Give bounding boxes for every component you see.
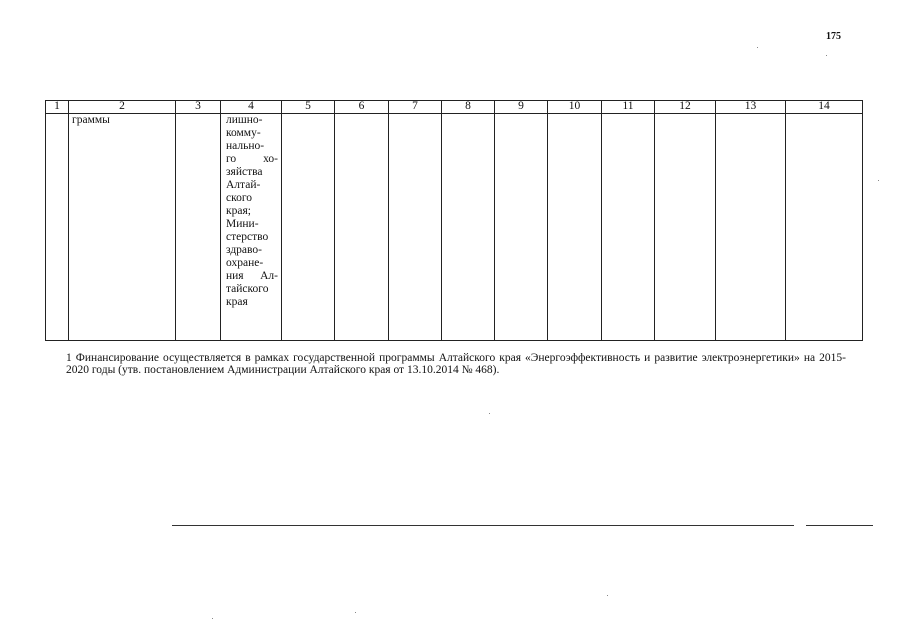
column-header-11: 11	[602, 101, 655, 114]
scan-speck	[489, 413, 490, 414]
page-number: 175	[826, 31, 841, 42]
column-header-7: 7	[389, 101, 442, 114]
col4-line: стерство	[226, 231, 269, 243]
col4-line: ния Ал-	[226, 270, 278, 282]
column-header-1: 1	[46, 101, 69, 114]
col4-line: зяйства	[226, 166, 263, 178]
cell-col-14	[786, 114, 863, 341]
cell-col-12	[655, 114, 716, 341]
col4-line: края;	[226, 205, 251, 217]
cell-col-7	[389, 114, 442, 341]
column-header-4: 4	[221, 101, 282, 114]
cell-col-10	[548, 114, 602, 341]
column-header-13: 13	[716, 101, 786, 114]
scan-speck	[355, 612, 356, 613]
bottom-rule-short	[806, 525, 873, 526]
cell-col-13	[716, 114, 786, 341]
scan-speck	[826, 55, 827, 56]
footnote: 1 Финансирование осуществляется в рамках государственной программы Алтайского края «Энергоэффективность и развитие электроэнергетики» на 2015-2020 годы (утв. постановлением Администрации Алтайского края от 13.10.2014 № 468).	[66, 352, 846, 376]
col4-line: здраво-	[226, 244, 262, 256]
column-header-9: 9	[495, 101, 548, 114]
column-header-5: 5	[282, 101, 335, 114]
col4-line: ского	[226, 192, 253, 204]
scan-speck	[878, 180, 879, 181]
col4-line: нально-	[226, 140, 265, 152]
cell-col-4	[221, 114, 282, 341]
cell-col-2	[69, 114, 176, 341]
col4-line: охране-	[226, 257, 264, 269]
table-row	[46, 114, 863, 341]
column-header-12: 12	[655, 101, 716, 114]
col4-line: Алтай-	[226, 179, 261, 191]
cell-col-9	[495, 114, 548, 341]
column-header-10: 10	[548, 101, 602, 114]
cell-col-3	[176, 114, 221, 341]
cell-col-11	[602, 114, 655, 341]
column-header-2: 2	[69, 101, 176, 114]
column-header-6: 6	[335, 101, 389, 114]
scan-speck	[607, 595, 608, 596]
header-row	[46, 101, 863, 114]
cell-col-4-text	[221, 114, 281, 309]
col4-line: Мини-	[226, 218, 259, 230]
col4-line: лишно-	[226, 114, 263, 126]
data-table	[45, 100, 863, 341]
col4-line: тайского	[226, 283, 269, 295]
cell-col-6	[335, 114, 389, 341]
column-header-8: 8	[442, 101, 495, 114]
column-header-14: 14	[786, 101, 863, 114]
scan-speck	[757, 47, 758, 48]
col4-line: го хо-	[226, 153, 278, 165]
cell-col-8	[442, 114, 495, 341]
cell-col-2-text: граммы	[72, 114, 110, 126]
column-header-3: 3	[176, 101, 221, 114]
col4-line: комму-	[226, 127, 261, 139]
scan-speck	[212, 618, 213, 619]
bottom-rule	[172, 525, 794, 526]
cell-col-5	[282, 114, 335, 341]
col4-line: края	[226, 296, 248, 308]
cell-col-1	[46, 114, 69, 341]
